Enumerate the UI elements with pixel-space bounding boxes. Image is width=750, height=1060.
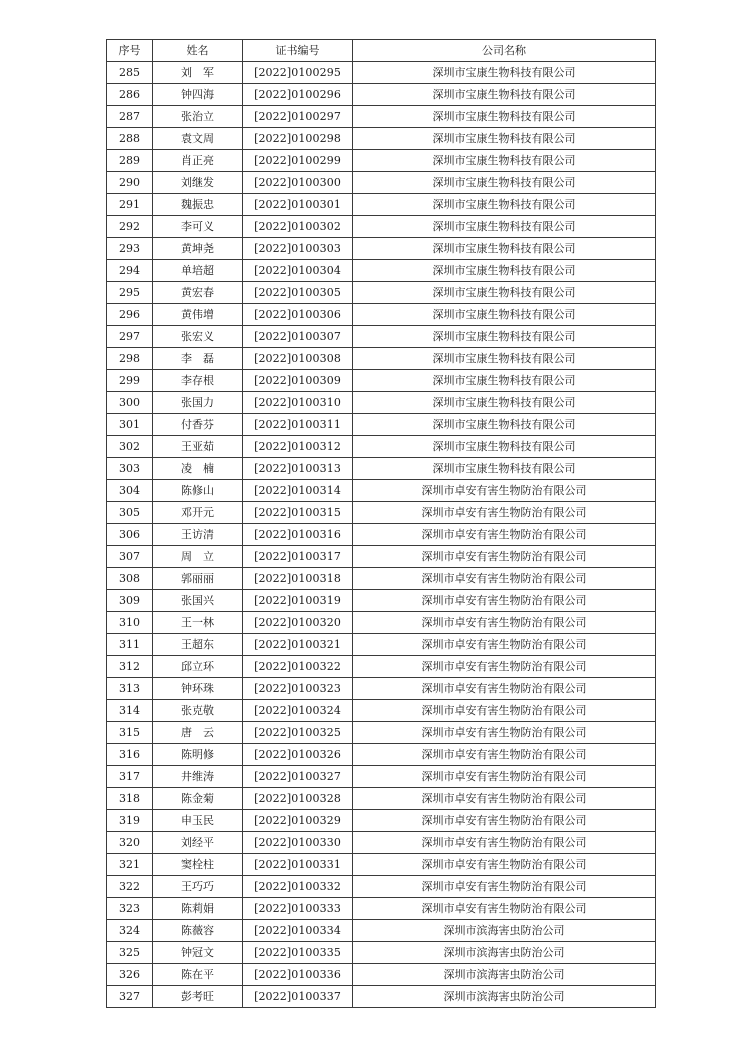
name-cell: 申玉民 bbox=[153, 810, 243, 832]
name-cell: 刘继发 bbox=[153, 172, 243, 194]
company-name-cell: 深圳市卓安有害生物防治有限公司 bbox=[353, 546, 656, 568]
table-row bbox=[107, 898, 656, 920]
certificate-number-cell: [2022]0100337 bbox=[243, 986, 353, 1008]
table-row bbox=[107, 700, 656, 722]
certificate-number-cell: [2022]0100298 bbox=[243, 128, 353, 150]
table-row bbox=[107, 546, 656, 568]
name-cell: 付香芬 bbox=[153, 414, 243, 436]
table-row bbox=[107, 436, 656, 458]
company-name-cell: 深圳市宝康生物科技有限公司 bbox=[353, 458, 656, 480]
table-row bbox=[107, 744, 656, 766]
table-row bbox=[107, 172, 656, 194]
name-cell: 黄伟增 bbox=[153, 304, 243, 326]
index-cell: 319 bbox=[107, 810, 153, 832]
company-name-cell: 深圳市卓安有害生物防治有限公司 bbox=[353, 480, 656, 502]
index-cell: 291 bbox=[107, 194, 153, 216]
certificate-number-cell: [2022]0100303 bbox=[243, 238, 353, 260]
table-row bbox=[107, 216, 656, 238]
index-cell: 296 bbox=[107, 304, 153, 326]
company-name-cell: 深圳市卓安有害生物防治有限公司 bbox=[353, 898, 656, 920]
company-name-cell: 深圳市卓安有害生物防治有限公司 bbox=[353, 612, 656, 634]
name-cell: 钟冠文 bbox=[153, 942, 243, 964]
table-header bbox=[107, 40, 656, 62]
index-cell: 326 bbox=[107, 964, 153, 986]
company-name-cell: 深圳市卓安有害生物防治有限公司 bbox=[353, 766, 656, 788]
certificate-number-cell: [2022]0100314 bbox=[243, 480, 353, 502]
certificate-number-cell: [2022]0100317 bbox=[243, 546, 353, 568]
table-row bbox=[107, 920, 656, 942]
company-name-cell: 深圳市卓安有害生物防治有限公司 bbox=[353, 810, 656, 832]
certificate-number-cell: [2022]0100320 bbox=[243, 612, 353, 634]
index-cell: 316 bbox=[107, 744, 153, 766]
table-row bbox=[107, 348, 656, 370]
company-name-cell: 深圳市滨海害虫防治公司 bbox=[353, 942, 656, 964]
certificate-table bbox=[106, 39, 656, 1008]
name-cell: 李存根 bbox=[153, 370, 243, 392]
company-name-cell: 深圳市宝康生物科技有限公司 bbox=[353, 370, 656, 392]
company-name-cell: 深圳市卓安有害生物防治有限公司 bbox=[353, 722, 656, 744]
index-cell: 302 bbox=[107, 436, 153, 458]
certificate-number-cell: [2022]0100329 bbox=[243, 810, 353, 832]
index-cell: 327 bbox=[107, 986, 153, 1008]
name-cell: 张国兴 bbox=[153, 590, 243, 612]
table-row bbox=[107, 524, 656, 546]
certificate-number-cell: [2022]0100311 bbox=[243, 414, 353, 436]
index-cell: 305 bbox=[107, 502, 153, 524]
table-row bbox=[107, 612, 656, 634]
table-row bbox=[107, 304, 656, 326]
company-name-cell: 深圳市卓安有害生物防治有限公司 bbox=[353, 634, 656, 656]
name-cell: 陈薇容 bbox=[153, 920, 243, 942]
name-cell: 凌 楠 bbox=[153, 458, 243, 480]
company-name-cell: 深圳市卓安有害生物防治有限公司 bbox=[353, 788, 656, 810]
company-name-cell: 深圳市宝康生物科技有限公司 bbox=[353, 216, 656, 238]
company-name-cell: 深圳市宝康生物科技有限公司 bbox=[353, 84, 656, 106]
company-name-cell: 深圳市宝康生物科技有限公司 bbox=[353, 304, 656, 326]
certificate-number-cell: [2022]0100318 bbox=[243, 568, 353, 590]
name-cell: 魏振忠 bbox=[153, 194, 243, 216]
certificate-number-cell: [2022]0100328 bbox=[243, 788, 353, 810]
name-cell: 井维涛 bbox=[153, 766, 243, 788]
certificate-number-cell: [2022]0100316 bbox=[243, 524, 353, 546]
table-row bbox=[107, 282, 656, 304]
header-company-name: 公司名称 bbox=[353, 40, 656, 62]
name-cell: 张国力 bbox=[153, 392, 243, 414]
table-row bbox=[107, 128, 656, 150]
name-cell: 刘经平 bbox=[153, 832, 243, 854]
certificate-number-cell: [2022]0100333 bbox=[243, 898, 353, 920]
table-row bbox=[107, 392, 656, 414]
name-cell: 黄宏春 bbox=[153, 282, 243, 304]
index-cell: 312 bbox=[107, 656, 153, 678]
table-row bbox=[107, 942, 656, 964]
name-cell: 刘 军 bbox=[153, 62, 243, 84]
certificate-number-cell: [2022]0100296 bbox=[243, 84, 353, 106]
company-name-cell: 深圳市滨海害虫防治公司 bbox=[353, 920, 656, 942]
certificate-number-cell: [2022]0100324 bbox=[243, 700, 353, 722]
company-name-cell: 深圳市卓安有害生物防治有限公司 bbox=[353, 524, 656, 546]
index-cell: 314 bbox=[107, 700, 153, 722]
name-cell: 陈莉娟 bbox=[153, 898, 243, 920]
table-row bbox=[107, 414, 656, 436]
index-cell: 287 bbox=[107, 106, 153, 128]
index-cell: 297 bbox=[107, 326, 153, 348]
company-name-cell: 深圳市宝康生物科技有限公司 bbox=[353, 128, 656, 150]
index-cell: 285 bbox=[107, 62, 153, 84]
table-row bbox=[107, 568, 656, 590]
table-row bbox=[107, 722, 656, 744]
certificate-table-container bbox=[106, 39, 656, 1008]
name-cell: 唐 云 bbox=[153, 722, 243, 744]
name-cell: 窦栓柱 bbox=[153, 854, 243, 876]
certificate-number-cell: [2022]0100325 bbox=[243, 722, 353, 744]
company-name-cell: 深圳市宝康生物科技有限公司 bbox=[353, 260, 656, 282]
certificate-number-cell: [2022]0100312 bbox=[243, 436, 353, 458]
name-cell: 郭丽丽 bbox=[153, 568, 243, 590]
index-cell: 313 bbox=[107, 678, 153, 700]
index-cell: 318 bbox=[107, 788, 153, 810]
table-row bbox=[107, 876, 656, 898]
name-cell: 王访清 bbox=[153, 524, 243, 546]
index-cell: 308 bbox=[107, 568, 153, 590]
index-cell: 311 bbox=[107, 634, 153, 656]
index-cell: 286 bbox=[107, 84, 153, 106]
name-cell: 肖正亮 bbox=[153, 150, 243, 172]
index-cell: 299 bbox=[107, 370, 153, 392]
name-cell: 邓开元 bbox=[153, 502, 243, 524]
company-name-cell: 深圳市卓安有害生物防治有限公司 bbox=[353, 502, 656, 524]
index-cell: 309 bbox=[107, 590, 153, 612]
name-cell: 钟环珠 bbox=[153, 678, 243, 700]
index-cell: 293 bbox=[107, 238, 153, 260]
name-cell: 单培超 bbox=[153, 260, 243, 282]
certificate-number-cell: [2022]0100323 bbox=[243, 678, 353, 700]
header-name: 姓名 bbox=[153, 40, 243, 62]
company-name-cell: 深圳市卓安有害生物防治有限公司 bbox=[353, 656, 656, 678]
table-row bbox=[107, 326, 656, 348]
certificate-number-cell: [2022]0100319 bbox=[243, 590, 353, 612]
index-cell: 289 bbox=[107, 150, 153, 172]
name-cell: 王亚茹 bbox=[153, 436, 243, 458]
company-name-cell: 深圳市宝康生物科技有限公司 bbox=[353, 238, 656, 260]
index-cell: 325 bbox=[107, 942, 153, 964]
index-cell: 298 bbox=[107, 348, 153, 370]
certificate-number-cell: [2022]0100302 bbox=[243, 216, 353, 238]
company-name-cell: 深圳市卓安有害生物防治有限公司 bbox=[353, 700, 656, 722]
header-index: 序号 bbox=[107, 40, 153, 62]
header-row bbox=[107, 40, 656, 62]
index-cell: 295 bbox=[107, 282, 153, 304]
index-cell: 306 bbox=[107, 524, 153, 546]
header-certificate-number: 证书编号 bbox=[243, 40, 353, 62]
certificate-number-cell: [2022]0100299 bbox=[243, 150, 353, 172]
table-row bbox=[107, 62, 656, 84]
table-row bbox=[107, 480, 656, 502]
certificate-number-cell: [2022]0100295 bbox=[243, 62, 353, 84]
company-name-cell: 深圳市宝康生物科技有限公司 bbox=[353, 326, 656, 348]
name-cell: 陈修山 bbox=[153, 480, 243, 502]
certificate-number-cell: [2022]0100327 bbox=[243, 766, 353, 788]
name-cell: 周 立 bbox=[153, 546, 243, 568]
index-cell: 301 bbox=[107, 414, 153, 436]
table-row bbox=[107, 964, 656, 986]
certificate-number-cell: [2022]0100335 bbox=[243, 942, 353, 964]
company-name-cell: 深圳市卓安有害生物防治有限公司 bbox=[353, 832, 656, 854]
company-name-cell: 深圳市宝康生物科技有限公司 bbox=[353, 392, 656, 414]
company-name-cell: 深圳市宝康生物科技有限公司 bbox=[353, 414, 656, 436]
name-cell: 陈金菊 bbox=[153, 788, 243, 810]
company-name-cell: 深圳市宝康生物科技有限公司 bbox=[353, 106, 656, 128]
table-row bbox=[107, 634, 656, 656]
name-cell: 陈明修 bbox=[153, 744, 243, 766]
index-cell: 290 bbox=[107, 172, 153, 194]
name-cell: 王巧巧 bbox=[153, 876, 243, 898]
certificate-number-cell: [2022]0100322 bbox=[243, 656, 353, 678]
name-cell: 李可义 bbox=[153, 216, 243, 238]
certificate-number-cell: [2022]0100321 bbox=[243, 634, 353, 656]
company-name-cell: 深圳市宝康生物科技有限公司 bbox=[353, 150, 656, 172]
index-cell: 321 bbox=[107, 854, 153, 876]
company-name-cell: 深圳市滨海害虫防治公司 bbox=[353, 964, 656, 986]
index-cell: 310 bbox=[107, 612, 153, 634]
company-name-cell: 深圳市卓安有害生物防治有限公司 bbox=[353, 678, 656, 700]
certificate-number-cell: [2022]0100334 bbox=[243, 920, 353, 942]
certificate-number-cell: [2022]0100306 bbox=[243, 304, 353, 326]
certificate-number-cell: [2022]0100313 bbox=[243, 458, 353, 480]
table-row bbox=[107, 678, 656, 700]
name-cell: 李 磊 bbox=[153, 348, 243, 370]
index-cell: 294 bbox=[107, 260, 153, 282]
company-name-cell: 深圳市滨海害虫防治公司 bbox=[353, 986, 656, 1008]
index-cell: 303 bbox=[107, 458, 153, 480]
table-row bbox=[107, 788, 656, 810]
index-cell: 292 bbox=[107, 216, 153, 238]
certificate-number-cell: [2022]0100330 bbox=[243, 832, 353, 854]
company-name-cell: 深圳市宝康生物科技有限公司 bbox=[353, 436, 656, 458]
company-name-cell: 深圳市卓安有害生物防治有限公司 bbox=[353, 744, 656, 766]
index-cell: 320 bbox=[107, 832, 153, 854]
table-row bbox=[107, 986, 656, 1008]
name-cell: 张克敬 bbox=[153, 700, 243, 722]
company-name-cell: 深圳市宝康生物科技有限公司 bbox=[353, 194, 656, 216]
certificate-number-cell: [2022]0100315 bbox=[243, 502, 353, 524]
certificate-number-cell: [2022]0100332 bbox=[243, 876, 353, 898]
company-name-cell: 深圳市卓安有害生物防治有限公司 bbox=[353, 568, 656, 590]
company-name-cell: 深圳市卓安有害生物防治有限公司 bbox=[353, 876, 656, 898]
certificate-number-cell: [2022]0100331 bbox=[243, 854, 353, 876]
certificate-number-cell: [2022]0100326 bbox=[243, 744, 353, 766]
table-body bbox=[107, 62, 656, 1008]
name-cell: 王超东 bbox=[153, 634, 243, 656]
table-row bbox=[107, 854, 656, 876]
table-row bbox=[107, 84, 656, 106]
company-name-cell: 深圳市宝康生物科技有限公司 bbox=[353, 172, 656, 194]
name-cell: 钟四海 bbox=[153, 84, 243, 106]
table-row bbox=[107, 238, 656, 260]
certificate-number-cell: [2022]0100308 bbox=[243, 348, 353, 370]
name-cell: 彭考旺 bbox=[153, 986, 243, 1008]
index-cell: 304 bbox=[107, 480, 153, 502]
table-row bbox=[107, 458, 656, 480]
certificate-number-cell: [2022]0100307 bbox=[243, 326, 353, 348]
table-row bbox=[107, 370, 656, 392]
index-cell: 288 bbox=[107, 128, 153, 150]
certificate-number-cell: [2022]0100300 bbox=[243, 172, 353, 194]
certificate-number-cell: [2022]0100304 bbox=[243, 260, 353, 282]
table-row bbox=[107, 502, 656, 524]
name-cell: 张宏义 bbox=[153, 326, 243, 348]
index-cell: 307 bbox=[107, 546, 153, 568]
index-cell: 315 bbox=[107, 722, 153, 744]
name-cell: 袁文周 bbox=[153, 128, 243, 150]
table-row bbox=[107, 106, 656, 128]
name-cell: 张治立 bbox=[153, 106, 243, 128]
certificate-number-cell: [2022]0100305 bbox=[243, 282, 353, 304]
table-row bbox=[107, 832, 656, 854]
index-cell: 323 bbox=[107, 898, 153, 920]
name-cell: 邱立环 bbox=[153, 656, 243, 678]
certificate-number-cell: [2022]0100310 bbox=[243, 392, 353, 414]
company-name-cell: 深圳市卓安有害生物防治有限公司 bbox=[353, 590, 656, 612]
certificate-number-cell: [2022]0100297 bbox=[243, 106, 353, 128]
certificate-number-cell: [2022]0100309 bbox=[243, 370, 353, 392]
name-cell: 陈在平 bbox=[153, 964, 243, 986]
company-name-cell: 深圳市卓安有害生物防治有限公司 bbox=[353, 854, 656, 876]
name-cell: 黄坤尧 bbox=[153, 238, 243, 260]
table-row bbox=[107, 194, 656, 216]
index-cell: 322 bbox=[107, 876, 153, 898]
company-name-cell: 深圳市宝康生物科技有限公司 bbox=[353, 62, 656, 84]
table-row bbox=[107, 260, 656, 282]
company-name-cell: 深圳市宝康生物科技有限公司 bbox=[353, 348, 656, 370]
table-row bbox=[107, 656, 656, 678]
index-cell: 317 bbox=[107, 766, 153, 788]
index-cell: 300 bbox=[107, 392, 153, 414]
company-name-cell: 深圳市宝康生物科技有限公司 bbox=[353, 282, 656, 304]
table-row bbox=[107, 766, 656, 788]
table-row bbox=[107, 810, 656, 832]
index-cell: 324 bbox=[107, 920, 153, 942]
table-row bbox=[107, 150, 656, 172]
certificate-number-cell: [2022]0100336 bbox=[243, 964, 353, 986]
certificate-number-cell: [2022]0100301 bbox=[243, 194, 353, 216]
table-row bbox=[107, 590, 656, 612]
name-cell: 王一林 bbox=[153, 612, 243, 634]
